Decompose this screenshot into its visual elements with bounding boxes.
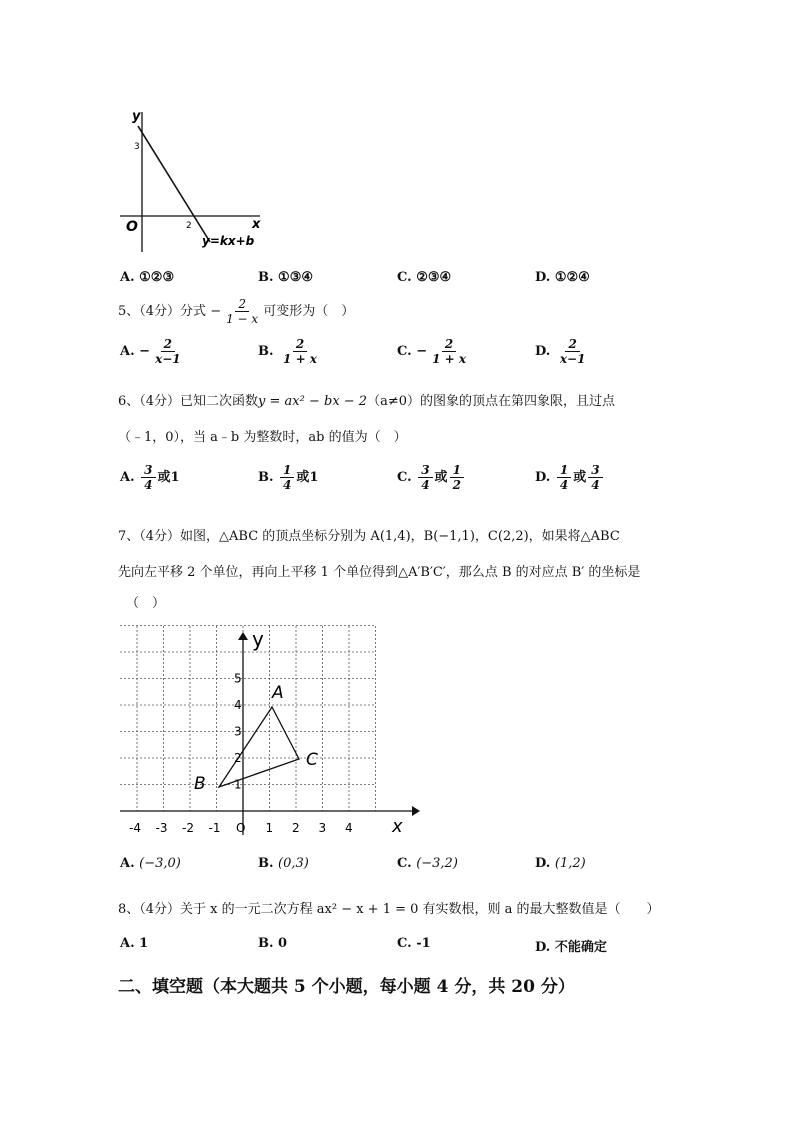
q7-stem-line3: （ ） xyxy=(126,596,166,611)
q5-option-b[interactable]: B. $\frac{2}{1 + x}$ xyxy=(258,337,317,366)
q5-option-a[interactable]: A. − $\frac{2}{x-1}$ xyxy=(120,337,181,366)
section-heading-fill-in: 二、填空题（本大题共 5 个小题，每小题 4 分，共 20 分） xyxy=(118,977,575,997)
x-tick-label: -1 xyxy=(208,821,221,835)
q7-option-c[interactable]: C. (−3,2) xyxy=(397,856,458,871)
x-tick-label: -2 xyxy=(182,821,194,835)
q6-stem-line2: （﹣1，0），当 a﹣b 为整数时，ab 的值为（ ） xyxy=(118,430,407,445)
q6-option-b[interactable]: B. $\frac{1}{4}$ 或1 xyxy=(258,463,319,492)
q6-option-d[interactable]: D. $\frac{1}{4}$ 或 $\frac{3}{4}$ xyxy=(535,463,605,492)
x-tick-label: -4 xyxy=(129,821,141,835)
q6-option-c[interactable]: C. $\frac{3}{4}$ 或 $\frac{1}{2}$ xyxy=(397,463,466,492)
y-tick-labels xyxy=(234,672,242,792)
q4-option-a[interactable]: A. ①②③ xyxy=(120,270,175,285)
y-intercept-label: 3 xyxy=(134,142,140,152)
y-axis-label: y xyxy=(252,627,264,651)
q4-option-c[interactable]: C. ②③④ xyxy=(397,270,452,285)
point-c-label: C xyxy=(306,750,318,770)
q8-stem: 8、（4分）关于 x 的一元二次方程 ax² − x + 1 = 0 有实数根，则 a 的最大整数值是（ ） xyxy=(118,902,660,917)
point-a-label: A xyxy=(272,683,284,703)
x-tick-label: -3 xyxy=(155,821,168,835)
x-axis-label: x xyxy=(252,217,261,232)
q7-stem-line1: 7、（4分）如图，△ABC 的顶点坐标分别为 A(1,4)，B(−1,1)，C(2,2)，如果将△ABC xyxy=(118,529,620,544)
q8-option-b[interactable]: B. 0 xyxy=(258,936,288,951)
y-tick-label: 2 xyxy=(234,751,242,765)
origin-label: O xyxy=(126,219,138,235)
q5-option-d[interactable]: D. $\frac{2}{x-1}$ xyxy=(535,337,586,366)
y-tick-label: 4 xyxy=(234,698,242,712)
x-tick-label: 3 xyxy=(318,821,327,835)
point-b-label: B xyxy=(194,774,206,794)
line-equation-label: y=kx+b xyxy=(202,234,255,248)
x-tick-label: 1 xyxy=(265,821,274,835)
q4-option-d[interactable]: D. ①②④ xyxy=(535,270,590,285)
y-tick-label: 5 xyxy=(234,671,242,686)
q8-option-a[interactable]: A. 1 xyxy=(120,936,149,951)
linear-function-graph xyxy=(112,104,272,254)
q8-option-d[interactable]: D. 不能确定 xyxy=(535,940,607,955)
q7-option-d[interactable]: D. (1,2) xyxy=(535,856,586,871)
triangle-abc xyxy=(219,707,299,787)
q5-option-c[interactable]: C. − $\frac{2}{1 + x}$ xyxy=(397,337,467,366)
q6-option-a[interactable]: A. $\frac{3}{4}$ 或1 xyxy=(120,463,180,492)
q8-option-c[interactable]: C. -1 xyxy=(397,936,431,951)
origin-label: O xyxy=(236,821,246,835)
q5-stem: 5、（4分）分式 − $\frac{2}{1 - x}$ 可变形为（ ） xyxy=(118,297,355,326)
function-line xyxy=(138,126,210,242)
q7-option-b[interactable]: B. (0,3) xyxy=(258,856,309,871)
x-intercept-label: 2 xyxy=(186,221,192,231)
q7-option-a[interactable]: A. (−3,0) xyxy=(120,856,181,871)
x-tick-label: 2 xyxy=(292,821,300,835)
grid-lines xyxy=(120,626,376,812)
y-tick-label: 1 xyxy=(234,777,242,792)
x-tick-label: 4 xyxy=(345,821,353,835)
q7-stem-line2: 先向左平移 2 个单位，再向上平移 1 个单位得到△A′B′C′，那么点 B 的对应点 B′ 的坐标是 xyxy=(118,565,641,580)
q4-option-b[interactable]: B. ①③④ xyxy=(258,270,314,285)
y-axis-label: y xyxy=(132,109,141,124)
y-tick-label: 3 xyxy=(234,724,242,739)
x-axis-arrow xyxy=(412,806,420,816)
x-axis-label: x xyxy=(392,816,403,837)
y-axis-arrow xyxy=(238,632,248,640)
q6-stem-line1: 6、（4分）已知二次函数y = ax² − bx − 2（a≠0）的图象的顶点在第四象限，且过点 xyxy=(118,394,616,409)
coordinate-grid-figure xyxy=(112,620,422,840)
